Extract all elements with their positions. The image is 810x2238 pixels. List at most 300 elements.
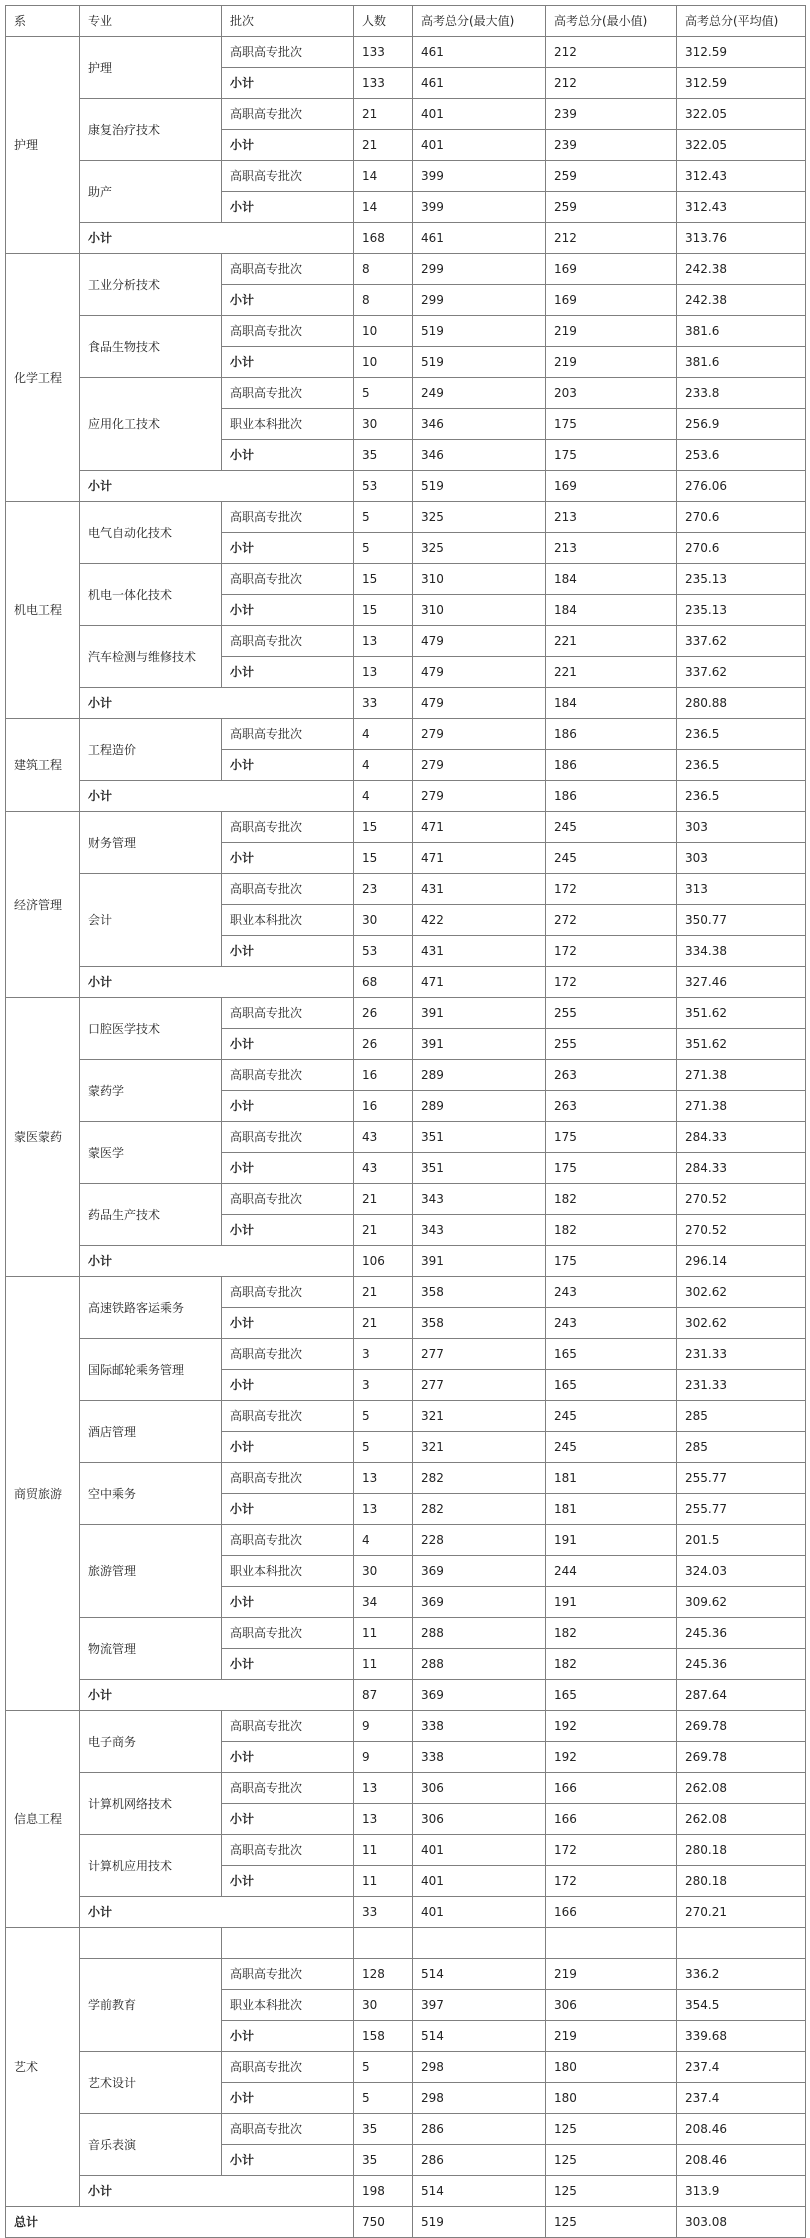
count-cell: 4 [354, 1525, 413, 1556]
major-name: 国际邮轮乘务管理 [80, 1339, 222, 1401]
min-score-cell: 181 [546, 1463, 677, 1494]
max-score-cell: 306 [413, 1773, 546, 1804]
avg-score-cell: 354.5 [677, 1990, 806, 2021]
subtotal-label: 小计 [80, 967, 354, 998]
avg-score-cell [677, 1928, 806, 1959]
avg-score-cell: 271.38 [677, 1091, 806, 1122]
max-score-cell: 401 [413, 1897, 546, 1928]
max-score-cell: 399 [413, 161, 546, 192]
department-name: 护理 [6, 37, 80, 254]
avg-score-cell: 269.78 [677, 1711, 806, 1742]
min-score-cell: 243 [546, 1277, 677, 1308]
min-score-cell: 182 [546, 1184, 677, 1215]
header-row [6, 6, 806, 37]
table-row [6, 1618, 806, 1649]
avg-score-cell: 256.9 [677, 409, 806, 440]
table-row [6, 1463, 806, 1494]
max-score-cell: 431 [413, 874, 546, 905]
batch-cell: 高职高专批次 [222, 1618, 354, 1649]
min-score-cell: 203 [546, 378, 677, 409]
max-score-cell: 514 [413, 2021, 546, 2052]
max-score-cell: 519 [413, 316, 546, 347]
table-row [6, 2052, 806, 2083]
avg-score-cell: 236.5 [677, 750, 806, 781]
max-score-cell: 358 [413, 1277, 546, 1308]
count-cell: 15 [354, 595, 413, 626]
total-label: 总计 [6, 2207, 354, 2238]
max-score-cell: 279 [413, 781, 546, 812]
count-cell: 13 [354, 657, 413, 688]
count-cell: 35 [354, 440, 413, 471]
table-row [6, 2114, 806, 2145]
min-score-cell: 169 [546, 471, 677, 502]
avg-score-cell: 242.38 [677, 285, 806, 316]
major-name: 高速铁路客运乘务 [80, 1277, 222, 1339]
avg-score-cell: 303 [677, 843, 806, 874]
max-score-cell: 391 [413, 1246, 546, 1277]
count-cell: 14 [354, 161, 413, 192]
count-cell: 14 [354, 192, 413, 223]
avg-score-cell: 231.33 [677, 1370, 806, 1401]
count-cell: 15 [354, 843, 413, 874]
batch-cell: 高职高专批次 [222, 1959, 354, 1990]
subtotal-label: 小计 [80, 2176, 354, 2207]
table-row [6, 1835, 806, 1866]
batch-cell: 小计 [222, 843, 354, 874]
batch-cell: 高职高专批次 [222, 1525, 354, 1556]
batch-cell: 小计 [222, 440, 354, 471]
major-name: 护理 [80, 37, 222, 99]
min-score-cell: 212 [546, 223, 677, 254]
max-score-cell: 391 [413, 1029, 546, 1060]
avg-score-cell: 262.08 [677, 1773, 806, 1804]
max-score-cell: 514 [413, 1959, 546, 1990]
table-row [6, 1277, 806, 1308]
max-score-cell: 325 [413, 502, 546, 533]
batch-cell: 小计 [222, 1153, 354, 1184]
batch-cell: 小计 [222, 285, 354, 316]
batch-cell: 高职高专批次 [222, 874, 354, 905]
count-cell: 10 [354, 347, 413, 378]
max-score-cell: 343 [413, 1215, 546, 1246]
major-name: 机电一体化技术 [80, 564, 222, 626]
batch-cell: 高职高专批次 [222, 812, 354, 843]
subtotal-label: 小计 [80, 688, 354, 719]
avg-score-cell: 270.52 [677, 1215, 806, 1246]
max-score-cell: 277 [413, 1370, 546, 1401]
table-row [6, 1122, 806, 1153]
min-score-cell: 255 [546, 1029, 677, 1060]
min-score-cell: 169 [546, 285, 677, 316]
major-name: 空中乘务 [80, 1463, 222, 1525]
min-score-cell: 192 [546, 1711, 677, 1742]
min-score-cell: 181 [546, 1494, 677, 1525]
avg-score-cell: 339.68 [677, 2021, 806, 2052]
count-cell: 21 [354, 1308, 413, 1339]
batch-cell: 高职高专批次 [222, 719, 354, 750]
count-cell: 4 [354, 719, 413, 750]
header-major: 专业 [80, 6, 222, 37]
max-score-cell: 277 [413, 1339, 546, 1370]
batch-cell: 高职高专批次 [222, 1463, 354, 1494]
min-score-cell: 175 [546, 440, 677, 471]
batch-cell: 高职高专批次 [222, 564, 354, 595]
avg-score-cell: 312.59 [677, 68, 806, 99]
max-score-cell: 514 [413, 2176, 546, 2207]
min-score-cell: 125 [546, 2114, 677, 2145]
count-cell: 13 [354, 626, 413, 657]
count-cell: 11 [354, 1866, 413, 1897]
min-score-cell: 219 [546, 1959, 677, 1990]
count-cell: 53 [354, 471, 413, 502]
avg-score-cell: 201.5 [677, 1525, 806, 1556]
department-name: 经济管理 [6, 812, 80, 998]
batch-cell: 高职高专批次 [222, 1773, 354, 1804]
avg-score-cell: 285 [677, 1401, 806, 1432]
subtotal-label: 小计 [80, 1680, 354, 1711]
batch-cell: 高职高专批次 [222, 316, 354, 347]
batch-cell: 小计 [222, 1370, 354, 1401]
department-name: 蒙医蒙药 [6, 998, 80, 1277]
batch-cell: 小计 [222, 2145, 354, 2176]
avg-score-cell: 245.36 [677, 1649, 806, 1680]
table-row [6, 564, 806, 595]
batch-cell: 高职高专批次 [222, 37, 354, 68]
min-score-cell: 186 [546, 781, 677, 812]
min-score-cell: 245 [546, 812, 677, 843]
header-count: 人数 [354, 6, 413, 37]
max-score-cell: 279 [413, 750, 546, 781]
min-score-cell: 306 [546, 1990, 677, 2021]
avg-score-cell: 236.5 [677, 781, 806, 812]
table-row [6, 161, 806, 192]
table-row [6, 1525, 806, 1556]
batch-cell: 小计 [222, 1308, 354, 1339]
batch-cell: 高职高专批次 [222, 1339, 354, 1370]
max-score-cell: 298 [413, 2083, 546, 2114]
batch-cell: 小计 [222, 657, 354, 688]
count-cell: 4 [354, 781, 413, 812]
batch-cell: 高职高专批次 [222, 378, 354, 409]
avg-score-cell: 235.13 [677, 595, 806, 626]
max-score-cell: 369 [413, 1680, 546, 1711]
max-score-cell: 479 [413, 626, 546, 657]
count-cell: 21 [354, 1277, 413, 1308]
max-score-cell: 321 [413, 1432, 546, 1463]
batch-cell: 小计 [222, 68, 354, 99]
max-score-cell: 519 [413, 347, 546, 378]
max-score-cell: 461 [413, 223, 546, 254]
table-body [6, 6, 806, 2238]
department-subtotal-row [6, 688, 806, 719]
count-cell: 30 [354, 1990, 413, 2021]
max-score-cell: 358 [413, 1308, 546, 1339]
header-avg-score: 高考总分(平均值) [677, 6, 806, 37]
max-score-cell: 399 [413, 192, 546, 223]
max-score-cell: 338 [413, 1742, 546, 1773]
max-score-cell: 369 [413, 1556, 546, 1587]
avg-score-cell: 284.33 [677, 1122, 806, 1153]
count-cell: 3 [354, 1339, 413, 1370]
batch-cell: 职业本科批次 [222, 1556, 354, 1587]
batch-cell: 小计 [222, 1649, 354, 1680]
table-row [6, 378, 806, 409]
min-score-cell: 172 [546, 1835, 677, 1866]
min-score-cell: 182 [546, 1649, 677, 1680]
max-score-cell: 401 [413, 99, 546, 130]
batch-cell: 职业本科批次 [222, 1990, 354, 2021]
table-row [6, 998, 806, 1029]
count-cell: 10 [354, 316, 413, 347]
count-cell: 11 [354, 1649, 413, 1680]
min-score-cell: 125 [546, 2176, 677, 2207]
min-score-cell: 180 [546, 2083, 677, 2114]
min-score-cell: 182 [546, 1215, 677, 1246]
max-score-cell: 310 [413, 595, 546, 626]
count-cell: 13 [354, 1494, 413, 1525]
count-cell: 5 [354, 1432, 413, 1463]
avg-score-cell: 208.46 [677, 2114, 806, 2145]
count-cell: 30 [354, 905, 413, 936]
max-score-cell: 289 [413, 1060, 546, 1091]
count-cell: 15 [354, 564, 413, 595]
avg-score-cell: 351.62 [677, 998, 806, 1029]
avg-score-cell: 255.77 [677, 1463, 806, 1494]
avg-score-cell: 337.62 [677, 657, 806, 688]
count-cell: 5 [354, 502, 413, 533]
batch-cell: 职业本科批次 [222, 905, 354, 936]
batch-cell: 小计 [222, 1091, 354, 1122]
table-row [6, 1339, 806, 1370]
batch-cell: 小计 [222, 595, 354, 626]
count-cell: 4 [354, 750, 413, 781]
admission-score-table [5, 5, 806, 2238]
avg-score-cell: 309.62 [677, 1587, 806, 1618]
min-score-cell: 186 [546, 750, 677, 781]
department-subtotal-row [6, 2176, 806, 2207]
batch-cell: 高职高专批次 [222, 502, 354, 533]
min-score-cell: 219 [546, 347, 677, 378]
min-score-cell: 239 [546, 130, 677, 161]
avg-score-cell: 271.38 [677, 1060, 806, 1091]
batch-cell: 高职高专批次 [222, 626, 354, 657]
major-name: 学前教育 [80, 1959, 222, 2052]
min-score-cell: 213 [546, 533, 677, 564]
count-cell: 11 [354, 1618, 413, 1649]
avg-score-cell: 324.03 [677, 1556, 806, 1587]
major-name [80, 1928, 222, 1959]
max-score-cell: 321 [413, 1401, 546, 1432]
count-cell: 9 [354, 1742, 413, 1773]
count-cell: 87 [354, 1680, 413, 1711]
min-score-cell: 172 [546, 1866, 677, 1897]
max-score-cell: 471 [413, 967, 546, 998]
avg-score-cell: 284.33 [677, 1153, 806, 1184]
batch-cell: 小计 [222, 750, 354, 781]
count-cell: 5 [354, 2083, 413, 2114]
max-score-cell: 431 [413, 936, 546, 967]
count-cell: 21 [354, 1184, 413, 1215]
min-score-cell: 239 [546, 99, 677, 130]
major-name: 康复治疗技术 [80, 99, 222, 161]
min-score-cell: 125 [546, 2207, 677, 2238]
table-row [6, 1773, 806, 1804]
max-score-cell: 422 [413, 905, 546, 936]
batch-cell: 小计 [222, 936, 354, 967]
count-cell: 21 [354, 1215, 413, 1246]
min-score-cell: 192 [546, 1742, 677, 1773]
batch-cell: 高职高专批次 [222, 254, 354, 285]
subtotal-label: 小计 [80, 781, 354, 812]
batch-cell: 高职高专批次 [222, 1277, 354, 1308]
major-name: 口腔医学技术 [80, 998, 222, 1060]
count-cell: 16 [354, 1060, 413, 1091]
count-cell: 8 [354, 285, 413, 316]
avg-score-cell: 313 [677, 874, 806, 905]
count-cell: 9 [354, 1711, 413, 1742]
min-score-cell: 166 [546, 1897, 677, 1928]
min-score-cell: 263 [546, 1091, 677, 1122]
max-score-cell: 289 [413, 1091, 546, 1122]
min-score-cell: 184 [546, 564, 677, 595]
avg-score-cell: 350.77 [677, 905, 806, 936]
avg-score-cell: 262.08 [677, 1804, 806, 1835]
avg-score-cell: 270.52 [677, 1184, 806, 1215]
header-max-score: 高考总分(最大值) [413, 6, 546, 37]
min-score-cell: 259 [546, 161, 677, 192]
department-subtotal-row [6, 1897, 806, 1928]
major-name: 电子商务 [80, 1711, 222, 1773]
min-score-cell: 175 [546, 409, 677, 440]
avg-score-cell: 381.6 [677, 316, 806, 347]
batch-cell: 小计 [222, 1742, 354, 1773]
avg-score-cell: 313.9 [677, 2176, 806, 2207]
min-score-cell: 259 [546, 192, 677, 223]
min-score-cell: 245 [546, 1432, 677, 1463]
avg-score-cell: 280.18 [677, 1835, 806, 1866]
subtotal-label: 小计 [80, 223, 354, 254]
major-name: 物流管理 [80, 1618, 222, 1680]
min-score-cell: 191 [546, 1587, 677, 1618]
major-name: 应用化工技术 [80, 378, 222, 471]
avg-score-cell: 270.21 [677, 1897, 806, 1928]
count-cell: 35 [354, 2145, 413, 2176]
avg-score-cell: 233.8 [677, 378, 806, 409]
department-subtotal-row [6, 967, 806, 998]
count-cell: 5 [354, 2052, 413, 2083]
count-cell: 30 [354, 1556, 413, 1587]
min-score-cell: 169 [546, 254, 677, 285]
batch-cell: 小计 [222, 130, 354, 161]
count-cell: 68 [354, 967, 413, 998]
max-score-cell: 346 [413, 409, 546, 440]
count-cell: 3 [354, 1370, 413, 1401]
avg-score-cell: 336.2 [677, 1959, 806, 1990]
min-score-cell: 165 [546, 1680, 677, 1711]
batch-cell: 高职高专批次 [222, 1711, 354, 1742]
max-score-cell: 286 [413, 2114, 546, 2145]
major-name: 工程造价 [80, 719, 222, 781]
header-min-score: 高考总分(最小值) [546, 6, 677, 37]
count-cell: 21 [354, 130, 413, 161]
max-score-cell: 519 [413, 2207, 546, 2238]
max-score-cell: 343 [413, 1184, 546, 1215]
header-department: 系 [6, 6, 80, 37]
min-score-cell: 255 [546, 998, 677, 1029]
department-name: 商贸旅游 [6, 1277, 80, 1711]
major-name: 旅游管理 [80, 1525, 222, 1618]
department-subtotal-row [6, 471, 806, 502]
avg-score-cell: 322.05 [677, 130, 806, 161]
major-name: 助产 [80, 161, 222, 223]
avg-score-cell: 327.46 [677, 967, 806, 998]
count-cell: 33 [354, 688, 413, 719]
batch-cell: 高职高专批次 [222, 2052, 354, 2083]
avg-score-cell: 270.6 [677, 533, 806, 564]
table-row [6, 812, 806, 843]
major-name: 艺术设计 [80, 2052, 222, 2114]
major-name: 计算机应用技术 [80, 1835, 222, 1897]
count-cell: 133 [354, 68, 413, 99]
batch-cell: 高职高专批次 [222, 1122, 354, 1153]
avg-score-cell: 303 [677, 812, 806, 843]
max-score-cell: 325 [413, 533, 546, 564]
avg-score-cell: 235.13 [677, 564, 806, 595]
batch-cell: 小计 [222, 1866, 354, 1897]
min-score-cell: 245 [546, 843, 677, 874]
avg-score-cell: 302.62 [677, 1277, 806, 1308]
department-name: 信息工程 [6, 1711, 80, 1928]
count-cell: 13 [354, 1773, 413, 1804]
batch-cell: 高职高专批次 [222, 99, 354, 130]
max-score-cell: 288 [413, 1618, 546, 1649]
batch-cell: 小计 [222, 1432, 354, 1463]
min-score-cell: 244 [546, 1556, 677, 1587]
count-cell: 23 [354, 874, 413, 905]
table-row [6, 626, 806, 657]
max-score-cell: 282 [413, 1463, 546, 1494]
avg-score-cell: 303.08 [677, 2207, 806, 2238]
avg-score-cell: 280.18 [677, 1866, 806, 1897]
avg-score-cell: 285 [677, 1432, 806, 1463]
table-row [6, 502, 806, 533]
table-row [6, 37, 806, 68]
avg-score-cell: 322.05 [677, 99, 806, 130]
max-score-cell: 310 [413, 564, 546, 595]
max-score-cell: 306 [413, 1804, 546, 1835]
batch-cell: 高职高专批次 [222, 161, 354, 192]
max-score-cell: 397 [413, 1990, 546, 2021]
max-score-cell: 279 [413, 719, 546, 750]
avg-score-cell: 296.14 [677, 1246, 806, 1277]
batch-cell: 小计 [222, 2083, 354, 2114]
avg-score-cell: 270.6 [677, 502, 806, 533]
avg-score-cell: 269.78 [677, 1742, 806, 1773]
department-subtotal-row [6, 1246, 806, 1277]
min-score-cell: 184 [546, 595, 677, 626]
max-score-cell: 249 [413, 378, 546, 409]
min-score-cell: 263 [546, 1060, 677, 1091]
batch-cell: 高职高专批次 [222, 998, 354, 1029]
max-score-cell: 401 [413, 1866, 546, 1897]
avg-score-cell: 351.62 [677, 1029, 806, 1060]
table-row [6, 99, 806, 130]
avg-score-cell: 255.77 [677, 1494, 806, 1525]
avg-score-cell: 312.43 [677, 161, 806, 192]
max-score-cell: 401 [413, 130, 546, 161]
max-score-cell: 299 [413, 285, 546, 316]
batch-cell: 小计 [222, 192, 354, 223]
